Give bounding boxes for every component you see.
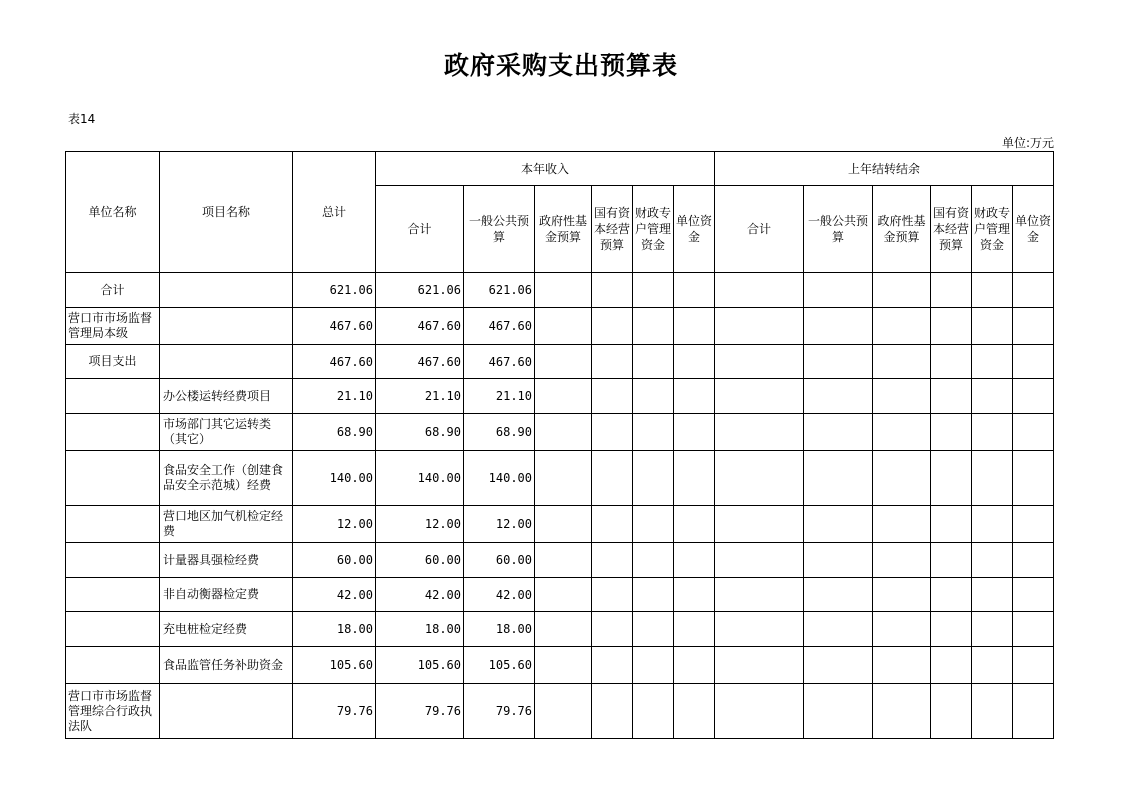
col-income-subtotal: 合计 bbox=[376, 186, 464, 273]
row-unit bbox=[66, 647, 160, 684]
col-total: 总计 bbox=[293, 152, 376, 273]
page-title: 政府采购支出预算表 bbox=[443, 51, 678, 80]
table-row bbox=[66, 451, 1054, 506]
row-general: 68.90 bbox=[464, 414, 535, 451]
table-row bbox=[66, 379, 1054, 414]
row-subtotal: 140.00 bbox=[376, 451, 464, 506]
col-carry-subtotal: 合计 bbox=[715, 186, 804, 273]
header-row-1 bbox=[66, 152, 1054, 186]
row-unit bbox=[66, 451, 160, 506]
row-total: 467.60 bbox=[293, 345, 376, 379]
row-unit bbox=[66, 543, 160, 578]
row-project: 市场部门其它运转类（其它） bbox=[160, 414, 293, 451]
row-total: 12.00 bbox=[293, 506, 376, 543]
table-row bbox=[66, 612, 1054, 647]
col-income-fiscal: 财政专户管理资金 bbox=[633, 186, 674, 273]
row-subtotal: 42.00 bbox=[376, 578, 464, 612]
row-project bbox=[160, 345, 293, 379]
row-total: 467.60 bbox=[293, 308, 376, 345]
row-general: 140.00 bbox=[464, 451, 535, 506]
row-subtotal: 467.60 bbox=[376, 345, 464, 379]
row-general: 621.06 bbox=[464, 273, 535, 308]
row-project: 食品安全工作（创建食品安全示范城）经费 bbox=[160, 451, 293, 506]
row-subtotal: 60.00 bbox=[376, 543, 464, 578]
row-general: 79.76 bbox=[464, 684, 535, 739]
col-carry-state: 国有资本经营预算 bbox=[931, 186, 972, 273]
table-row bbox=[66, 647, 1054, 684]
col-income-unitfund: 单位资金 bbox=[674, 186, 715, 273]
col-carry-general: 一般公共预算 bbox=[804, 186, 873, 273]
row-subtotal: 79.76 bbox=[376, 684, 464, 739]
table-row bbox=[66, 543, 1054, 578]
row-unit: 营口市市场监督管理局本级 bbox=[66, 308, 160, 345]
row-total: 60.00 bbox=[293, 543, 376, 578]
row-total: 621.06 bbox=[293, 273, 376, 308]
col-unit-name: 单位名称 bbox=[66, 152, 160, 273]
row-subtotal: 21.10 bbox=[376, 379, 464, 414]
row-subtotal: 68.90 bbox=[376, 414, 464, 451]
row-subtotal: 12.00 bbox=[376, 506, 464, 543]
row-project: 充电桩检定经费 bbox=[160, 612, 293, 647]
row-general: 12.00 bbox=[464, 506, 535, 543]
table-row bbox=[66, 273, 1054, 308]
row-general: 21.10 bbox=[464, 379, 535, 414]
col-project-name: 项目名称 bbox=[160, 152, 293, 273]
row-project bbox=[160, 684, 293, 739]
row-general: 105.60 bbox=[464, 647, 535, 684]
row-total: 140.00 bbox=[293, 451, 376, 506]
group-carryover: 上年结转结余 bbox=[715, 152, 1054, 186]
row-project: 食品监管任务补助资金 bbox=[160, 647, 293, 684]
row-unit bbox=[66, 414, 160, 451]
col-carry-govfund: 政府性基金预算 bbox=[873, 186, 931, 273]
row-general: 60.00 bbox=[464, 543, 535, 578]
budget-table bbox=[65, 151, 1054, 739]
row-project bbox=[160, 308, 293, 345]
row-subtotal: 18.00 bbox=[376, 612, 464, 647]
row-general: 467.60 bbox=[464, 308, 535, 345]
group-current-income: 本年收入 bbox=[376, 152, 715, 186]
row-total: 68.90 bbox=[293, 414, 376, 451]
row-unit: 项目支出 bbox=[66, 345, 160, 379]
col-income-general: 一般公共预算 bbox=[464, 186, 535, 273]
row-total: 42.00 bbox=[293, 578, 376, 612]
row-unit: 营口市市场监督管理综合行政执法队 bbox=[66, 684, 160, 739]
row-general: 18.00 bbox=[464, 612, 535, 647]
table-row bbox=[66, 345, 1054, 379]
row-total: 18.00 bbox=[293, 612, 376, 647]
row-total: 21.10 bbox=[293, 379, 376, 414]
row-unit bbox=[66, 578, 160, 612]
row-unit bbox=[66, 612, 160, 647]
row-project: 非自动衡器检定费 bbox=[160, 578, 293, 612]
unit-label: 单位:万元 bbox=[1001, 136, 1054, 150]
row-subtotal: 105.60 bbox=[376, 647, 464, 684]
table-row bbox=[66, 578, 1054, 612]
table-number: 表14 bbox=[68, 112, 96, 126]
row-subtotal: 621.06 bbox=[376, 273, 464, 308]
row-project: 营口地区加气机检定经费 bbox=[160, 506, 293, 543]
row-project bbox=[160, 273, 293, 308]
row-subtotal: 467.60 bbox=[376, 308, 464, 345]
table-row bbox=[66, 414, 1054, 451]
row-total: 105.60 bbox=[293, 647, 376, 684]
row-total: 79.76 bbox=[293, 684, 376, 739]
row-unit: 合计 bbox=[66, 273, 160, 308]
col-income-govfund: 政府性基金预算 bbox=[535, 186, 592, 273]
table-row bbox=[66, 308, 1054, 345]
table-row bbox=[66, 506, 1054, 543]
row-unit bbox=[66, 506, 160, 543]
row-general: 42.00 bbox=[464, 578, 535, 612]
col-carry-unitfund: 单位资金 bbox=[1013, 186, 1054, 273]
table-row bbox=[66, 684, 1054, 739]
row-project: 办公楼运转经费项目 bbox=[160, 379, 293, 414]
row-general: 467.60 bbox=[464, 345, 535, 379]
col-carry-fiscal: 财政专户管理资金 bbox=[972, 186, 1013, 273]
row-project: 计量器具强检经费 bbox=[160, 543, 293, 578]
col-income-state: 国有资本经营预算 bbox=[592, 186, 633, 273]
row-unit bbox=[66, 379, 160, 414]
